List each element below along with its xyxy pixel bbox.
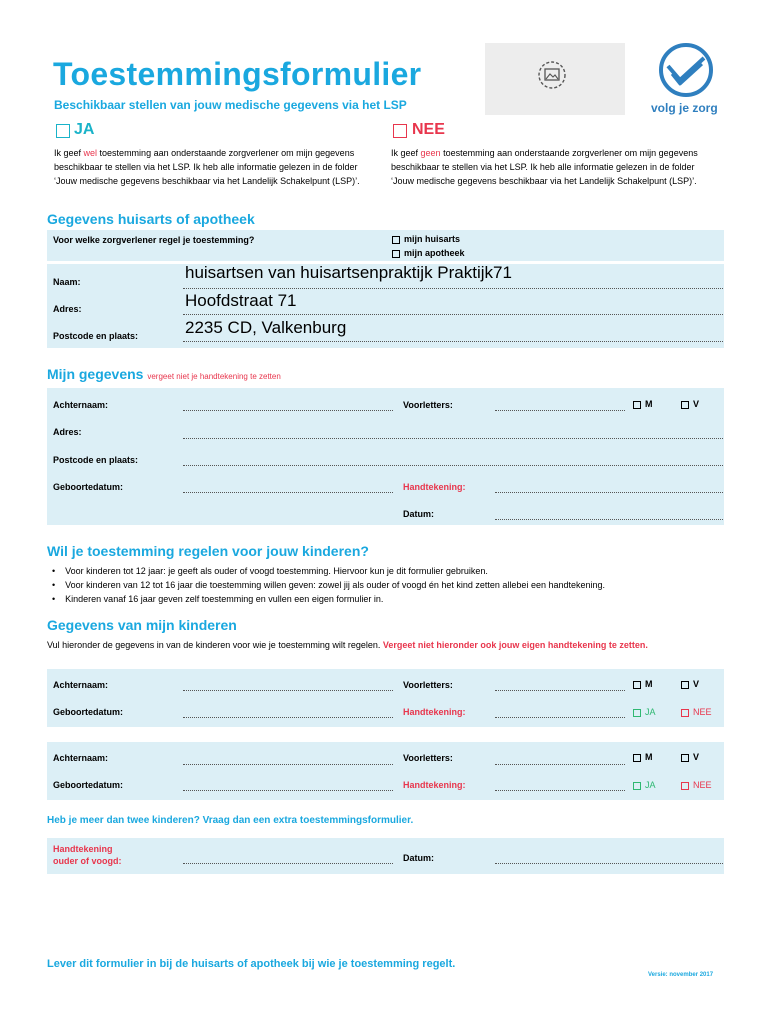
kind-2-handtekening-field[interactable] <box>495 790 625 791</box>
adres-line <box>183 314 723 315</box>
datum-label: Datum: <box>403 509 434 519</box>
kind-1-geboortedatum-label: Geboortedatum: <box>53 707 124 717</box>
handtekening-field[interactable] <box>495 492 723 493</box>
kind-2-gender-m[interactable]: M <box>633 752 653 762</box>
naam-label: Naam: <box>53 277 81 287</box>
postcode-label: Postcode en plaats: <box>53 331 139 341</box>
option-apotheek[interactable]: mijn apotheek <box>392 248 465 258</box>
nee-checkbox[interactable] <box>393 124 407 138</box>
geboortedatum-label: Geboortedatum: <box>53 482 124 492</box>
ouder-handtekening-field[interactable] <box>183 863 393 864</box>
kind-2-handtekening-label: Handtekening: <box>403 780 466 790</box>
kind-1-voorletters-field[interactable] <box>495 690 625 691</box>
bullet-1: • Voor kinderen tot 12 jaar: je geeft als ouder of voogd toestemming. Hiervoor kun je dit formulier gebruiken. <box>52 566 488 576</box>
geboortedatum-field[interactable] <box>183 492 393 493</box>
kind-2-geboortedatum-field[interactable] <box>183 790 393 791</box>
kind-1-gender-m[interactable]: M <box>633 679 653 689</box>
kind-2-voorletters-label: Voorletters: <box>403 753 453 763</box>
mijn-gegevens-heading: Mijn gegevens vergeet niet je handtekening te zetten <box>47 366 281 382</box>
voorletters-field[interactable] <box>495 410 625 411</box>
kind-2-geboortedatum-label: Geboortedatum: <box>53 780 124 790</box>
naam-value[interactable]: huisartsen van huisartsenpraktijk Praktijk71 <box>185 263 512 282</box>
huisarts-heading: Gegevens huisarts of apotheek <box>47 211 255 227</box>
achternaam-field[interactable] <box>183 410 393 411</box>
signature-reminder: vergeet niet je handtekening te zetten <box>147 372 281 381</box>
kind-1-achternaam-label: Achternaam: <box>53 680 109 690</box>
page-subtitle: Beschikbaar stellen van jouw medische gegevens via het LSP <box>54 98 407 112</box>
kind-1-nee-checkbox[interactable]: NEE <box>681 707 712 717</box>
kind-2-voorletters-field[interactable] <box>495 764 625 765</box>
adres-label: Adres: <box>53 304 82 314</box>
kind-1-band <box>47 669 724 727</box>
kinderen-intro: Vul hieronder de gegevens in van de kinderen voor wie je toestemming wilt regelen. Vergeet niet hieronder ook jouw eigen handtekening te zetten. <box>47 640 648 650</box>
postcode-line <box>183 341 723 342</box>
achternaam-label: Achternaam: <box>53 400 109 410</box>
page-title: Toestemmingsformulier <box>53 56 422 92</box>
mijn-adres-label: Adres: <box>53 427 82 437</box>
postcode-value[interactable]: 2235 CD, Valkenburg <box>185 318 347 337</box>
datum-field[interactable] <box>495 519 723 520</box>
naam-line <box>183 288 723 289</box>
adres-value[interactable]: Hoofdstraat 71 <box>185 291 297 310</box>
nee-label: NEE <box>412 121 445 138</box>
ja-label: JA <box>74 121 95 138</box>
ouder-datum-field[interactable] <box>495 863 723 864</box>
footer-instruction: Lever dit formulier in bij de huisarts of apotheek bij wie je toestemming regelt. <box>47 958 456 970</box>
ouder-band <box>47 838 724 874</box>
ouder-datum-label: Datum: <box>403 853 434 863</box>
bullet-2: • Voor kinderen van 12 tot 16 jaar die toestemming willen geven: zowel jij als ouder of voogd én het kind zetten allebei een handtekening. <box>52 580 606 590</box>
mijn-postcode-field[interactable] <box>183 465 723 466</box>
kind-2-band <box>47 742 724 800</box>
kind-2-gender-v[interactable]: V <box>681 752 699 762</box>
kinderen-heading: Gegevens van mijn kinderen <box>47 617 237 633</box>
mijn-adres-field[interactable] <box>183 438 723 439</box>
kind-2-nee-checkbox[interactable]: NEE <box>681 780 712 790</box>
nee-paragraph: Ik geef geen toestemming aan onderstaande zorgverlener om mijn gegevens beschikbaar te stellen via het LSP. Ik heb alle informatie gelezen in de folder ‘Jouw medische gegevens beschikbaar via het Landelijk Schakelpunt (LSP)’. <box>391 148 698 186</box>
image-placeholder <box>485 43 625 115</box>
kind-1-ja-checkbox[interactable]: JA <box>633 707 656 717</box>
ouder-handtekening-label-1: Handtekening <box>53 844 113 854</box>
kinderen-info-heading: Wil je toestemming regelen voor jouw kinderen? <box>47 543 369 559</box>
kind-2-ja-checkbox[interactable]: JA <box>633 780 656 790</box>
kind-1-handtekening-field[interactable] <box>495 717 625 718</box>
voorletters-label: Voorletters: <box>403 400 453 410</box>
ouder-handtekening-label-2: ouder of voogd: <box>53 856 122 866</box>
logo-text: volg je zorg <box>651 101 718 115</box>
kind-1-geboortedatum-field[interactable] <box>183 717 393 718</box>
zorgverlener-question: Voor welke zorgverlener regel je toestemming? <box>53 235 255 245</box>
image-icon <box>485 43 625 115</box>
version-label: Versie: november 2017 <box>648 972 714 978</box>
mijn-postcode-label: Postcode en plaats: <box>53 455 139 465</box>
option-huisarts[interactable]: mijn huisarts <box>392 234 460 244</box>
extra-formulier-note: Heb je meer dan twee kinderen? Vraag dan een extra toestemmingsformulier. <box>47 815 414 826</box>
mijn-gegevens-band <box>47 388 724 525</box>
kind-1-handtekening-label: Handtekening: <box>403 707 466 717</box>
kind-2-achternaam-field[interactable] <box>183 764 393 765</box>
ja-checkbox[interactable] <box>56 124 70 138</box>
bullet-3: • Kinderen vanaf 16 jaar geven zelf toestemming en vullen een eigen formulier in. <box>52 594 384 604</box>
gender-v[interactable]: V <box>681 399 699 409</box>
kind-1-gender-v[interactable]: V <box>681 679 699 689</box>
gender-m[interactable]: M <box>633 399 653 409</box>
handtekening-label: Handtekening: <box>403 482 466 492</box>
kind-1-voorletters-label: Voorletters: <box>403 680 453 690</box>
kind-1-achternaam-field[interactable] <box>183 690 393 691</box>
ja-paragraph: Ik geef wel toestemming aan onderstaande zorgverlener om mijn gegevens beschikbaar te stellen via het LSP. Ik heb alle informatie gelezen in de folder ‘Jouw medische gegevens beschikbaar via het Landelijk Schakelpunt (LSP)’. <box>54 148 360 186</box>
kind-2-achternaam-label: Achternaam: <box>53 753 109 763</box>
